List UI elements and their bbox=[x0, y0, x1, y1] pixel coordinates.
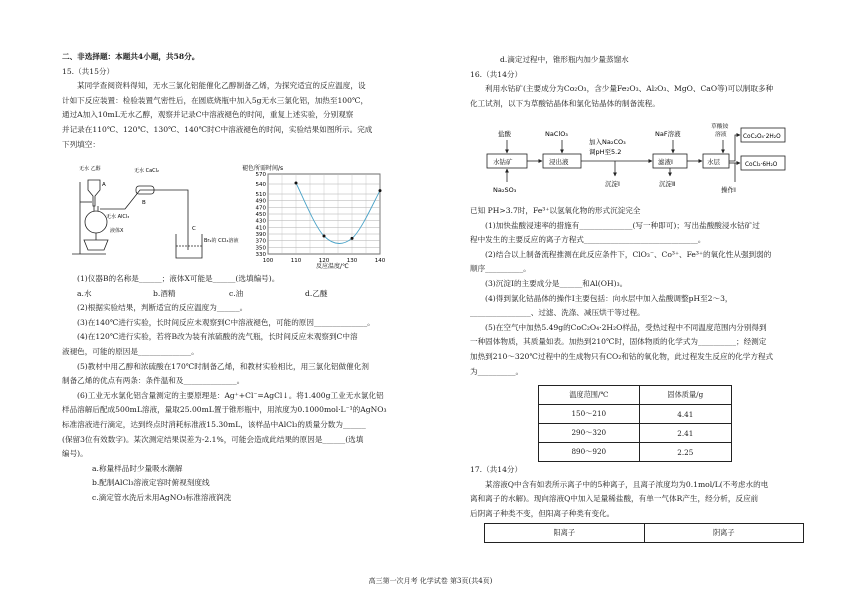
table-cell: 290～320 bbox=[539, 424, 640, 443]
q16-sub-1: (1)加快盐酸浸速率的措施有______________(写一种即可)；写出盐酸酸浸水钴矿过 bbox=[485, 220, 760, 230]
q15-sub-6-cont: 样品溶解后配成500mL溶液，量取25.00mL置于锥形瓶中，用浓度为0.1000mol·L⁻¹的AgNO₃ bbox=[62, 405, 387, 415]
chart-data-point bbox=[351, 237, 354, 240]
mass-table bbox=[538, 385, 732, 462]
chart-ytick-label: 490 bbox=[255, 198, 266, 205]
chart-data-point bbox=[379, 189, 382, 192]
chart-ytick-label: 370 bbox=[255, 238, 266, 245]
chart-data-point bbox=[295, 182, 298, 185]
q16-sub-5-cont: 为__________。 bbox=[470, 366, 524, 376]
option-c: c.油 bbox=[229, 288, 244, 298]
chart-xtick-label: 120 bbox=[318, 258, 330, 264]
chart-ytick-label: 330 bbox=[255, 252, 266, 258]
q15-sub-6-cont: (保留3位有效数字)。某次测定结果误差为-2.1%，可能会造成此结果的原因是______(选填 bbox=[62, 434, 364, 444]
br2-label: Br₂的 CCl₄溶液 bbox=[204, 238, 239, 244]
table-header: 温度范围/℃ bbox=[539, 386, 640, 405]
table-header-row bbox=[485, 524, 804, 543]
chart-ytick-label: 470 bbox=[255, 205, 266, 212]
flow-ammonium-oxalate-2: 溶液 bbox=[715, 132, 727, 138]
flow-op1: 操作Ⅰ bbox=[721, 186, 736, 194]
alcl3-label: 无水 AlCl₃ bbox=[106, 214, 130, 220]
table-cell: 150～210 bbox=[539, 405, 640, 424]
cacl2-label: 无水 CaCl₂ bbox=[134, 168, 160, 174]
q15-options-1 bbox=[62, 287, 404, 302]
q15-intro-line: 下列填空： bbox=[62, 139, 100, 149]
flow-naclo3: NaClO₃ bbox=[545, 130, 568, 138]
q15-sub-5: (5)教材中用乙醇和浓硫酸在170℃时制备乙烯，和教材实验相比，用三氯化铝做催化剂 bbox=[77, 361, 369, 371]
flow-hcl: 盐酸 bbox=[498, 130, 511, 138]
q16-intro-line: 化工试剂，以下为草酸钴晶体和氯化钴晶体的制备流程。 bbox=[470, 98, 660, 108]
fading-time-chart bbox=[238, 162, 388, 272]
q16-intro-line: 利用水钴矿(主要成分为Co₂O₃，含少量Fe₂O₃、Al₂O₃、MgO、CaO等)可以制取多种 bbox=[485, 84, 774, 94]
flow-chloride: CoCl₂·6H₂O bbox=[745, 162, 778, 168]
table-header-row bbox=[539, 386, 732, 405]
chart-ytick-label: 540 bbox=[255, 182, 266, 188]
flow-ppt1: 沉淀Ⅰ bbox=[605, 180, 620, 188]
q15-intro-line: 通过A加入10mL无水乙醇，观察并记录C中溶液褪色的时间，重复上述实验，分别观察 bbox=[62, 110, 354, 120]
option-b: b.酒精 bbox=[153, 288, 176, 298]
table-row bbox=[539, 443, 732, 462]
q15-subquestions bbox=[62, 272, 404, 506]
q15-sub-1: (1)仪器B的名称是______；液体X可能是______(选填编号)。 bbox=[77, 274, 280, 283]
flow-ore: 水钴矿 bbox=[493, 158, 513, 166]
q16-sub-2: (2)结合以上制备流程推测在此反应条件下，ClO₃⁻、Co³⁺、Fe³⁺的氧化性从强到弱的 bbox=[485, 249, 772, 259]
right-column bbox=[470, 53, 800, 111]
q16-sub-5-cont: 加热到210～320℃过程中的生成物只有CO₂和钴的氧化物，此过程发生反应的化学方程式 bbox=[470, 351, 774, 361]
label-C: C bbox=[192, 226, 196, 232]
q17-body bbox=[470, 463, 800, 521]
q17-intro-line: 后阴离子种类不变，但阳离子种类有变化。 bbox=[470, 508, 615, 518]
q16-sub-1-cont: 程中发生的主要反应的离子方程式______________________________。 bbox=[470, 235, 706, 245]
chart-data-point bbox=[323, 235, 326, 238]
apparatus-diagram bbox=[70, 162, 239, 267]
q16-sub-4-cont: ________________、过滤、洗涤、减压烘干等过程。 bbox=[470, 308, 645, 318]
flow-ppt2: 沉淀Ⅱ bbox=[659, 180, 676, 188]
chart-ytick-label: 350 bbox=[255, 245, 266, 252]
q15-option-6d: d.滴定过程中，锥形瓶内加少量蒸馏水 bbox=[500, 55, 629, 64]
table-cell: 4.41 bbox=[639, 405, 731, 424]
q16-sub-3: (3)沉淀Ⅰ的主要成分是______和Al(OH)₃。 bbox=[485, 278, 628, 288]
chart-ytick-label: 410 bbox=[255, 225, 266, 232]
q16-heading: 16.（共14分） bbox=[470, 69, 523, 79]
process-flow-diagram bbox=[485, 122, 785, 204]
option-d: d.乙醚 bbox=[305, 288, 328, 298]
chart-ylabel: 褪色所需时间/s bbox=[242, 165, 284, 172]
table-row bbox=[539, 424, 732, 443]
q15-sub-5-cont: 制备乙烯的优点有两条：条件温和及______________。 bbox=[62, 376, 245, 386]
chart-xtick-label: 110 bbox=[290, 258, 302, 264]
flow-na2co3: 加入Na₂CO₃ bbox=[589, 138, 626, 146]
flow-oxalate: CoC₂O₄·2H₂O bbox=[743, 134, 781, 140]
flow-water-layer: 水层 bbox=[707, 158, 720, 166]
label-B: B bbox=[142, 200, 146, 206]
flow-leach: 浸出液 bbox=[549, 158, 569, 166]
table-header: 阴离子 bbox=[644, 524, 804, 543]
q15-sub-4: (4)在120℃进行实验，若将B改为装有浓硫酸的洗气瓶，长时间反应未观察到C中溶 bbox=[77, 332, 358, 342]
chart-xtick-label: 100 bbox=[262, 258, 274, 264]
q16-sub-2-cont: 顺序__________。 bbox=[470, 264, 531, 274]
q16-sub-4: (4)得到氯化钴晶体的操作Ⅰ主要包括：向水层中加入盐酸调整pH至2～3， bbox=[485, 293, 733, 303]
ion-table bbox=[484, 523, 804, 543]
q15-option-6c: c.滴定管水洗后未用AgNO₃标准溶液润洗 bbox=[92, 492, 232, 502]
q15-intro-line: 计如下反应装置：检验装置气密性后，在圆底烧瓶中加入5g无水三氯化铝，加热至100℃， bbox=[62, 95, 369, 105]
chart-xtick-label: 130 bbox=[346, 258, 358, 264]
flow-ammonium-oxalate: 草酸铵 bbox=[711, 124, 729, 130]
chart-ytick-label: 430 bbox=[255, 218, 266, 225]
q15-sub-4-cont: 液褪色，可能的原因是______________。 bbox=[62, 346, 199, 356]
q15-heading: 15.（共15分） bbox=[62, 66, 115, 76]
liquid-x-label: 液体X bbox=[110, 228, 124, 234]
table-row bbox=[539, 405, 732, 424]
table-header: 阳离子 bbox=[485, 524, 645, 543]
q17-intro-line: 某溶液Q中含有如表所示离子中的5种离子，且离子浓度均为0.1mol/L(不考虑水的电 bbox=[485, 479, 769, 489]
q15-sub-2: (2)根据实验结果，判断适宜的反应温度为______。 bbox=[77, 303, 248, 313]
flow-na2so3: Na₂SO₃ bbox=[493, 186, 517, 194]
q15-sub-3: (3)在140℃进行实验，长时间反应未观察到C中溶液褪色，可能的原因______________。 bbox=[77, 317, 375, 327]
q16-body bbox=[470, 204, 800, 379]
page-footer: 高三第一次月考 化学试卷 第3页(共4页) bbox=[368, 577, 493, 585]
left-column bbox=[62, 50, 404, 152]
chart-ytick-label: 450 bbox=[255, 212, 266, 218]
q15-sub-6-cont: 编号)。 bbox=[62, 449, 88, 459]
chart-xlabel: 反应温度/℃ bbox=[316, 263, 349, 270]
q16-known: 已知 PH>3.7时，Fe³⁺以氢氧化物的形式沉淀完全 bbox=[470, 206, 641, 215]
q15-sub-6-cont: 标准溶液进行滴定，达到终点时消耗标准液15.30mL，该样品中AlCl₃的质量分数为______ bbox=[62, 419, 366, 429]
q15-intro-line: 并记录在110℃、120℃、130℃、140℃时C中溶液褪色的时间，实验结果如图所示。完成 bbox=[62, 124, 373, 134]
q15-sub-6: (6)工业无水氯化铝含量测定的主要原理是：Ag⁺+Cl⁻=AgCl↓。将1.400g工业无水氯化铝 bbox=[77, 390, 384, 400]
chart-xtick-label: 140 bbox=[374, 258, 386, 264]
table-cell: 2.25 bbox=[639, 443, 731, 462]
table-header: 固体质量/g bbox=[639, 386, 731, 405]
q15-intro-line: 某同学查阅资料得知，无水三氯化铝能催化乙醇制备乙烯，为探究适宜的反应温度，设 bbox=[77, 81, 366, 91]
table-cell: 2.41 bbox=[639, 424, 731, 443]
chart-ytick-label: 570 bbox=[255, 172, 266, 178]
option-a: a.水 bbox=[77, 288, 92, 298]
q15-option-6b: b.配制AlCl₃溶液定容时俯视刻度线 bbox=[92, 478, 210, 488]
table-cell: 890～920 bbox=[539, 443, 640, 462]
label-A: A bbox=[102, 182, 106, 188]
chart-ytick-label: 510 bbox=[255, 192, 266, 198]
flow-filtrate: 滤液Ⅰ bbox=[658, 158, 673, 166]
section-title: 二、非选择题：本题共4小题，共58分。 bbox=[62, 52, 200, 61]
chart-ytick-label: 390 bbox=[255, 232, 266, 238]
q16-sub-5-cont: 一种固体物质，其质量如表。加热到210℃时，固体物质的化学式为__________；经测定 bbox=[470, 337, 767, 347]
q16-sub-5: (5)在空气中加热5.49g的CoC₂O₄·2H₂O样品，受热过程中不同温度范围内分别得到 bbox=[485, 322, 767, 332]
q15-option-6a: a.称量样品时少量吸水潮解 bbox=[92, 463, 183, 473]
q17-heading: 17.（共14分） bbox=[470, 465, 523, 474]
ethanol-label: 无水 乙醇 bbox=[79, 166, 101, 172]
flow-ph: 调pH至5.2 bbox=[589, 148, 622, 156]
flow-naf: NaF溶液 bbox=[655, 130, 681, 138]
q17-intro-line: 离和离子的水解)。现向溶液Q中加入足量稀盐酸，有单一气体R产生，经分析，反应前 bbox=[470, 494, 759, 504]
